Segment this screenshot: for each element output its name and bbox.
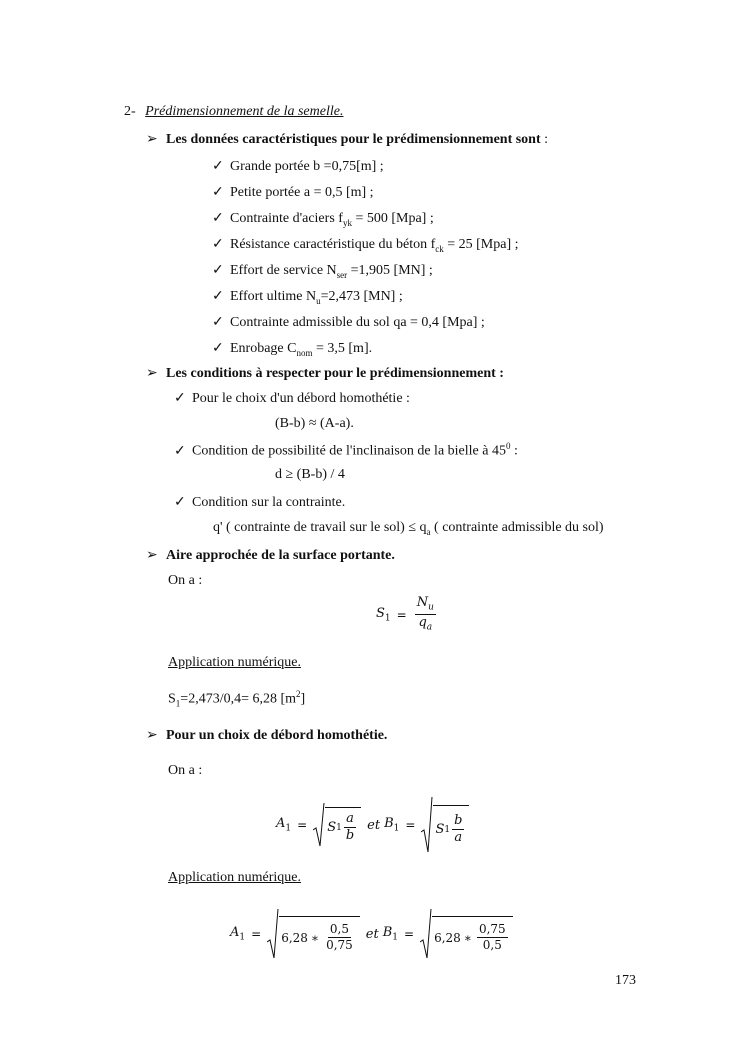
a1-num-sub: 1 (239, 932, 246, 943)
b1-num-frac-den: 0,5 (482, 938, 502, 952)
b1-lhs (384, 816, 399, 834)
data-item-subscript: nom (296, 347, 313, 358)
eq-den-q: q (418, 615, 427, 631)
eq-num-sub: u (428, 602, 434, 613)
data-item (212, 288, 403, 306)
a1-s-sub: 1 (336, 822, 342, 833)
homothetie-equation (276, 796, 469, 854)
b1-num-sqrt (420, 908, 513, 960)
area-app-label: Application numérique. (168, 655, 301, 670)
data-item-text: Effort de service N (230, 263, 337, 278)
condition-2-label: Condition de possibilité de l'inclinaison de la bielle à 45 (192, 443, 506, 459)
a1-num-frac-den: 0,75 (326, 938, 353, 952)
a1-s: S (327, 820, 337, 835)
eq-numerator (415, 596, 436, 615)
b1-num-letter: B (382, 925, 393, 941)
homothetie-on-a: On a : (168, 763, 203, 778)
a1-frac-num: a (344, 812, 356, 828)
sqrt-icon (420, 908, 432, 960)
area-result-sup: 2 (296, 689, 301, 699)
arrow-bullet-icon: ➢ (146, 548, 158, 563)
arrow-bullet-icon: ➢ (146, 728, 158, 743)
eq-fraction (415, 596, 436, 634)
checkmark-icon: ✓ (212, 237, 224, 252)
b1-num-frac (477, 923, 508, 952)
data-item-text: Effort ultime N (230, 289, 317, 304)
data-heading (146, 131, 548, 148)
checkmark-icon: ✓ (212, 159, 224, 174)
page-number: 173 (615, 973, 636, 988)
a1-frac-den: b (345, 828, 355, 843)
area-equation (376, 596, 438, 634)
data-item-value: =2,473 [MN] ; (320, 289, 403, 304)
condition-3-formula-pre: q' ( contrainte de travail sur le sol) ≤ q (213, 520, 427, 535)
data-item-text: Contrainte d'aciers f (230, 211, 343, 226)
area-heading-text: Aire approchée de la surface portante. (166, 548, 395, 563)
b1-num-628: 6,28 (434, 930, 461, 945)
section-number: 2- (124, 104, 136, 119)
condition-2 (174, 441, 518, 460)
checkmark-icon: ✓ (174, 495, 186, 510)
a1-num-628: 6,28 (281, 930, 308, 945)
a1-lhs (276, 816, 291, 834)
eq-equals: = (396, 607, 407, 622)
a1-num-lhs (230, 925, 245, 943)
a1-radicand (325, 807, 361, 844)
data-item-subscript: u (316, 295, 321, 306)
a1-sqrt (313, 802, 361, 848)
data-item-subscript: ser (336, 269, 348, 280)
area-result-mid: =2,473/0,4= 6,28 [m (180, 691, 297, 707)
eq-lhs-sub: 1 (384, 613, 391, 624)
eq-denominator (416, 615, 434, 633)
area-result-sub: 1 (175, 698, 181, 709)
b1-frac (452, 814, 464, 846)
numeric-equation (230, 908, 513, 960)
data-item-value: = 25 [Mpa] ; (443, 237, 519, 252)
a1-num-frac-num: 0,5 (328, 923, 351, 938)
condition-3-formula-post: ( contrainte admissible du sol) (430, 520, 604, 535)
conditions-heading (146, 365, 504, 382)
area-result-post: ] (300, 691, 306, 707)
data-item (212, 184, 374, 201)
eq-num-n: N (416, 595, 429, 610)
eq-lhs-s: S (376, 606, 385, 622)
a1-num-times: ∗ (310, 930, 320, 945)
sqrt-icon (421, 796, 433, 854)
b1-num-lhs (383, 925, 398, 943)
b1-num-frac-num: 0,75 (477, 923, 508, 938)
b1-s: S (435, 822, 445, 837)
data-item-text: Enrobage C (230, 341, 297, 356)
a1-letter: A (276, 816, 286, 832)
data-item-text: Grande portée b =0,75[m] ; (230, 159, 384, 174)
b1-num-radicand (432, 916, 513, 952)
a1-equals: = (297, 818, 308, 832)
b1-frac-den: a (454, 830, 463, 845)
checkmark-icon: ✓ (174, 443, 186, 459)
checkmark-icon: ✓ (212, 289, 224, 304)
arrow-bullet-icon: ➢ (146, 366, 158, 381)
condition-1-label: Pour le choix d'un débord homothétie : (192, 391, 410, 406)
area-result-s: S (168, 691, 176, 707)
a1-num-frac (324, 923, 355, 952)
condition-2-sup: 0 (505, 441, 511, 451)
homothetie-app-label: Application numérique. (168, 870, 301, 885)
checkmark-icon: ✓ (212, 341, 224, 356)
section-heading (124, 104, 343, 120)
b1-radicand (433, 805, 469, 846)
condition-3 (174, 494, 345, 511)
arrow-bullet-icon: ➢ (146, 132, 158, 147)
data-item (212, 340, 372, 358)
data-heading-colon: : (544, 132, 549, 147)
checkmark-icon: ✓ (212, 185, 224, 200)
checkmark-icon: ✓ (174, 391, 186, 406)
b1-sqrt (421, 796, 469, 854)
data-item-value: =1,905 [MN] ; (347, 263, 433, 278)
a1-frac (344, 812, 356, 844)
condition-1 (174, 390, 410, 407)
data-item-text: Petite portée a = 0,5 [m] ; (230, 185, 374, 200)
b1-num-equals: = (404, 927, 415, 941)
condition-3-formula-sub: a (426, 526, 431, 537)
data-item (212, 314, 485, 331)
data-heading-text: Les données caractéristiques pour le prédimensionnement sont (166, 132, 541, 147)
eq-den-sub: a (426, 623, 433, 634)
checkmark-icon: ✓ (212, 263, 224, 278)
data-item-text: Résistance caractéristique du béton f (230, 237, 436, 252)
condition-1-formula: (B-b) ≈ (A-a). (275, 416, 354, 431)
section-title: Prédimensionnement de la semelle. (145, 104, 344, 119)
data-item (212, 262, 433, 280)
area-on-a: On a : (168, 573, 203, 588)
homothetie-heading (146, 727, 387, 744)
b1-sub: 1 (393, 823, 400, 834)
eq-lhs (376, 606, 391, 624)
condition-2-formula: d ≥ (B-b) / 4 (275, 467, 345, 482)
data-item-subscript: ck (435, 243, 444, 254)
num-et-text: et (365, 926, 379, 942)
a1-num-sqrt (267, 908, 360, 960)
condition-3-formula (213, 520, 604, 537)
et-text: et (367, 817, 381, 833)
sqrt-icon (313, 802, 325, 848)
b1-s-sub: 1 (444, 824, 451, 835)
data-item-value: = 3,5 [m]. (312, 341, 373, 356)
b1-equals: = (405, 818, 416, 832)
data-item-value: = 500 [Mpa] ; (351, 211, 434, 226)
condition-2-colon: : (510, 443, 518, 459)
condition-3-label: Condition sur la contrainte. (192, 495, 346, 510)
homothetie-heading-text: Pour un choix de débord homothétie. (166, 728, 388, 743)
conditions-heading-text: Les conditions à respecter pour le prédimensionnement : (166, 366, 504, 381)
a1-num-equals: = (251, 927, 262, 941)
data-item (212, 236, 519, 254)
data-item-subscript: yk (342, 217, 352, 228)
b1-frac-num: b (452, 814, 464, 830)
checkmark-icon: ✓ (212, 211, 224, 226)
data-item-text: Contrainte admissible du sol qa = 0,4 [Mpa] ; (230, 315, 485, 330)
sqrt-icon (267, 908, 279, 960)
area-result (168, 689, 305, 708)
a1-num-letter: A (230, 925, 240, 941)
b1-letter: B (384, 816, 394, 832)
a1-num-radicand (279, 916, 360, 952)
data-item (212, 210, 434, 228)
checkmark-icon: ✓ (212, 315, 224, 330)
a1-sub: 1 (285, 823, 292, 834)
b1-num-times: ∗ (463, 930, 472, 945)
data-item (212, 158, 384, 175)
b1-num-sub: 1 (392, 932, 398, 943)
area-heading (146, 547, 395, 564)
